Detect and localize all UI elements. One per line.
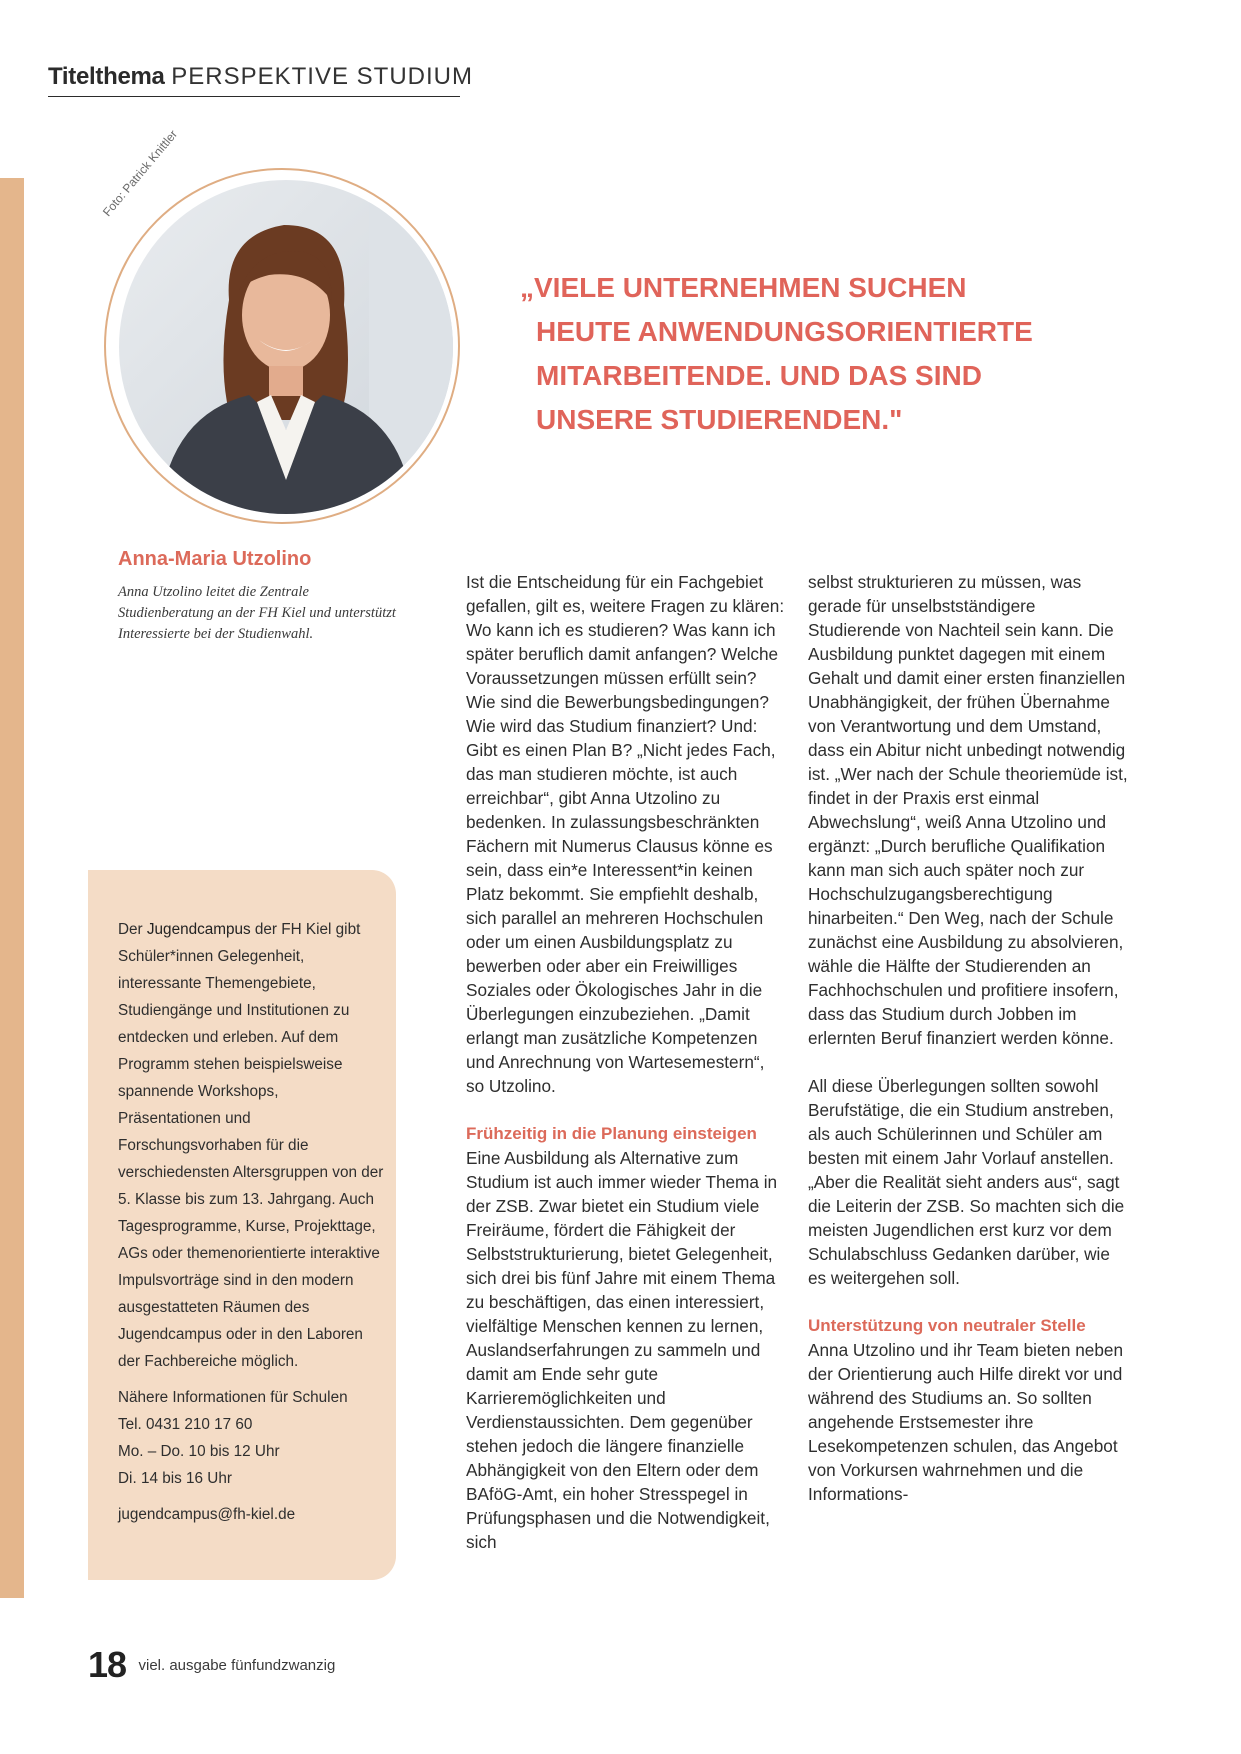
person-description: Anna Utzolino leitet die Zentrale Studienberatung an der FH Kiel und unterstützt Interessierte bei der Studienwahl. [118, 584, 396, 642]
jugendcampus-highlight: Jugendcampus [146, 921, 251, 938]
info-box-jugendcampus [88, 870, 396, 1580]
article-paragraph: selbst strukturieren zu müssen, was gerade für unselbstständigere Studierende von Nachteil sein kann. Die Ausbildung punktet dagegen mit einem Gehalt und damit einer ersten finanziellen Unabhängigkeit, der frühen Übernahme von Verantwortung und dem Umstand, dass ein Abitur nicht unbedingt notwendig ist. „Wer nach der Schule theoriemüde ist, findet in der Praxis erst einmal Abwechslung“, weiß Anna Utzolino und ergänzt: „Durch berufliche Qualifikation kann man sich auch später noch zur Hochschulzugangsberechtigung hinarbeiten.“ Den Weg, nach der Schule zunächst eine Ausbildung zu absolvieren, wähle die Hälfte der Studierenden an Fachhochschulen und profitiere insofern, dass das Studium durch Jobben im erlernten Beruf finanziert werden könne. [808, 572, 1128, 1048]
page-number: 18 [88, 1644, 127, 1685]
contact-email[interactable]: jugendcampus@fh-kiel.de [118, 1506, 296, 1523]
section-header [48, 62, 473, 97]
photo-credit: Foto: Patrick Knittler [100, 127, 181, 219]
portrait-photo [119, 180, 453, 514]
quote-line: HEUTE ANWENDUNGSORIENTIERTE [536, 316, 1033, 347]
article-subheading: Unterstützung von neutraler Stelle [808, 1316, 1086, 1335]
article-paragraph: Eine Ausbildung als Alternative zum Studium ist auch immer wieder Thema in der ZSB. Zwar bietet ein Studium viele Freiräume, fördert die Fähigkeit der Selbststrukturierung, bietet Gelegenheit, sich drei bis fünf Jahre mit einem Thema zu beschäftigen, das einen interessiert, vielfältige Menschen kennen zu lernen, Auslandserfahrungen zu sammeln und damit am Ende sehr gute Karrieremöglichkeiten und Verdienstaussichten. Dem gegenüber stehen jedoch die längere finanzielle Abhängigkeit von den Eltern oder dem BAföG-Amt, ein hoher Stresspegel in Prüfungsphasen und die Notwendigkeit, sich [466, 1148, 778, 1552]
article-column-2 [808, 570, 1128, 1506]
contact-hours-mo-do: Mo. – Do. 10 bis 12 Uhr [118, 1443, 280, 1460]
person-name: Anna-Maria Utzolino [118, 548, 312, 570]
info-text-start: Der [118, 921, 147, 938]
info-box-text [118, 916, 384, 1375]
contact-hours-di: Di. 14 bis 16 Uhr [118, 1470, 232, 1487]
contact-title: Nähere Informationen für Schulen [118, 1389, 348, 1406]
quote-line: MITARBEITENDE. UND DAS SIND [536, 360, 982, 391]
pull-quote [520, 266, 1080, 442]
quote-line: UNSERE STUDIERENDEN." [536, 404, 903, 435]
page-footer [88, 1644, 335, 1686]
article-subheading: Frühzeitig in die Planung einsteigen [466, 1124, 757, 1143]
article-paragraph: Ist die Entscheidung für ein Fachgebiet gefallen, gilt es, weitere Fragen zu klären: Wo kann ich es studieren? Was kann ich später beruflich damit anfangen? Welche Voraussetzungen müssen erfüllt sein? Wie sind die Bewerbungsbedingungen? Wie wird das Studium finanziert? Und: Gibt es einen Plan B? „Nicht jedes Fach, das man studieren möchte, ist auch erreichbar“, gibt Anna Utzolino zu bedenken. In zulassungsbeschränkten Fächern mit Numerus Clausus könne es sein, dass ein*e Interessent*in keinen Platz bekommt. Sie empfiehlt deshalb, sich parallel an mehreren Hochschulen oder um einen Ausbildungsplatz zu bewerben oder aber ein Freiwilliges Soziales oder Ökologisches Jahr in die Überlegungen einzubeziehen. „Damit erlangt man zusätzliche Kompetenzen und Anrechnung von Wartesemestern“, so Utzolino. [466, 572, 785, 1096]
article-column-1 [466, 570, 786, 1554]
info-text-rest: der FH Kiel gibt Schüler*innen Gelegenheit, interessante Themengebiete, Studiengänge und Institutionen zu entdecken und erleben. Auf dem Programm stehen beispielsweise spannende Workshops, Präsentationen und Forschungsvorhaben für die verschiedensten Altersgruppen von der 5. Klasse bis zum 13. Jahrgang. Auch Tagesprogramme, Kurse, Projekttage, AGs oder themenorientierte interaktive Impulsvorträge sind in den modern ausgestatteten Räumen des Jugendcampus oder in den Laboren der Fachbereiche möglich. [118, 921, 384, 1370]
quote-line: „VIELE UNTERNEHMEN SUCHEN [520, 272, 967, 303]
decorative-side-bar [0, 178, 24, 1598]
contact-phone: Tel. 0431 210 17 60 [118, 1416, 253, 1433]
article-paragraph: Anna Utzolino und ihr Team bieten neben der Orientierung auch Hilfe direkt vor und während des Studiums an. So sollten angehende Erstsemester ihre Lesekompetenzen schulen, das Angebot von Vorkursen wahrnehmen und die Informations- [808, 1340, 1124, 1504]
section-topic: PERSPEKTIVE STUDIUM [171, 63, 473, 90]
article-paragraph: All diese Überlegungen sollten sowohl Berufstätige, die ein Studium anstreben, als auch Schülerinnen und Schüler am besten mit einem Jahr Vorlauf anstellen. „Aber die Realität sieht anders aus“, sagt die Leiterin der ZSB. So machten sich die meisten Jugendlichen erst kurz vor dem Schulabschluss Gedanken darüber, wie es weitergehen soll. [808, 1076, 1125, 1288]
section-label: Titelthema [48, 63, 165, 90]
publication-name: viel. ausgabe fünfundzwanzig [138, 1656, 336, 1674]
